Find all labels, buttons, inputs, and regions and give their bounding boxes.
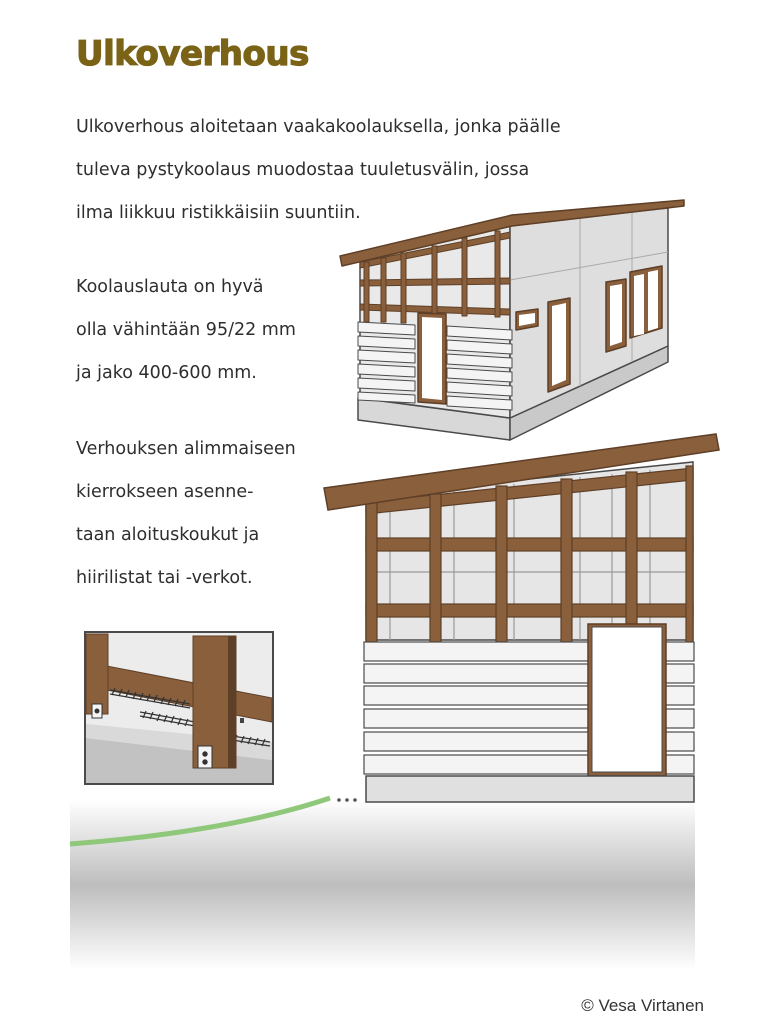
small-house-illustration — [340, 200, 684, 440]
starter-hook-detail-inset — [85, 632, 273, 784]
text-line: olla vähintään 95/22 mm — [76, 320, 296, 340]
wall-section-illustration — [324, 434, 719, 802]
text-line: Verhouksen alimmaiseen — [76, 439, 296, 459]
text-line: Koolauslauta on hyvä — [76, 277, 264, 297]
text-line: ja jako 400-600 mm. — [76, 363, 257, 383]
text-line: hiirilistat tai -verkot. — [76, 568, 253, 588]
text-line: ilma liikkuu ristikkäisiin suuntiin. — [76, 203, 361, 223]
ground — [70, 798, 695, 970]
text-line: tuleva pystykoolaus muodostaa tuuletusvälin, jossa — [76, 160, 530, 180]
text-line: kierrokseen asenne- — [76, 482, 254, 502]
copyright-credit: © Vesa Virtanen — [581, 996, 704, 1015]
page-title: Ulkoverhous — [76, 34, 309, 74]
text-line: Ulkoverhous aloitetaan vaakakoolauksella, jonka päälle — [76, 117, 561, 137]
text-line: taan aloituskoukut ja — [76, 525, 260, 545]
